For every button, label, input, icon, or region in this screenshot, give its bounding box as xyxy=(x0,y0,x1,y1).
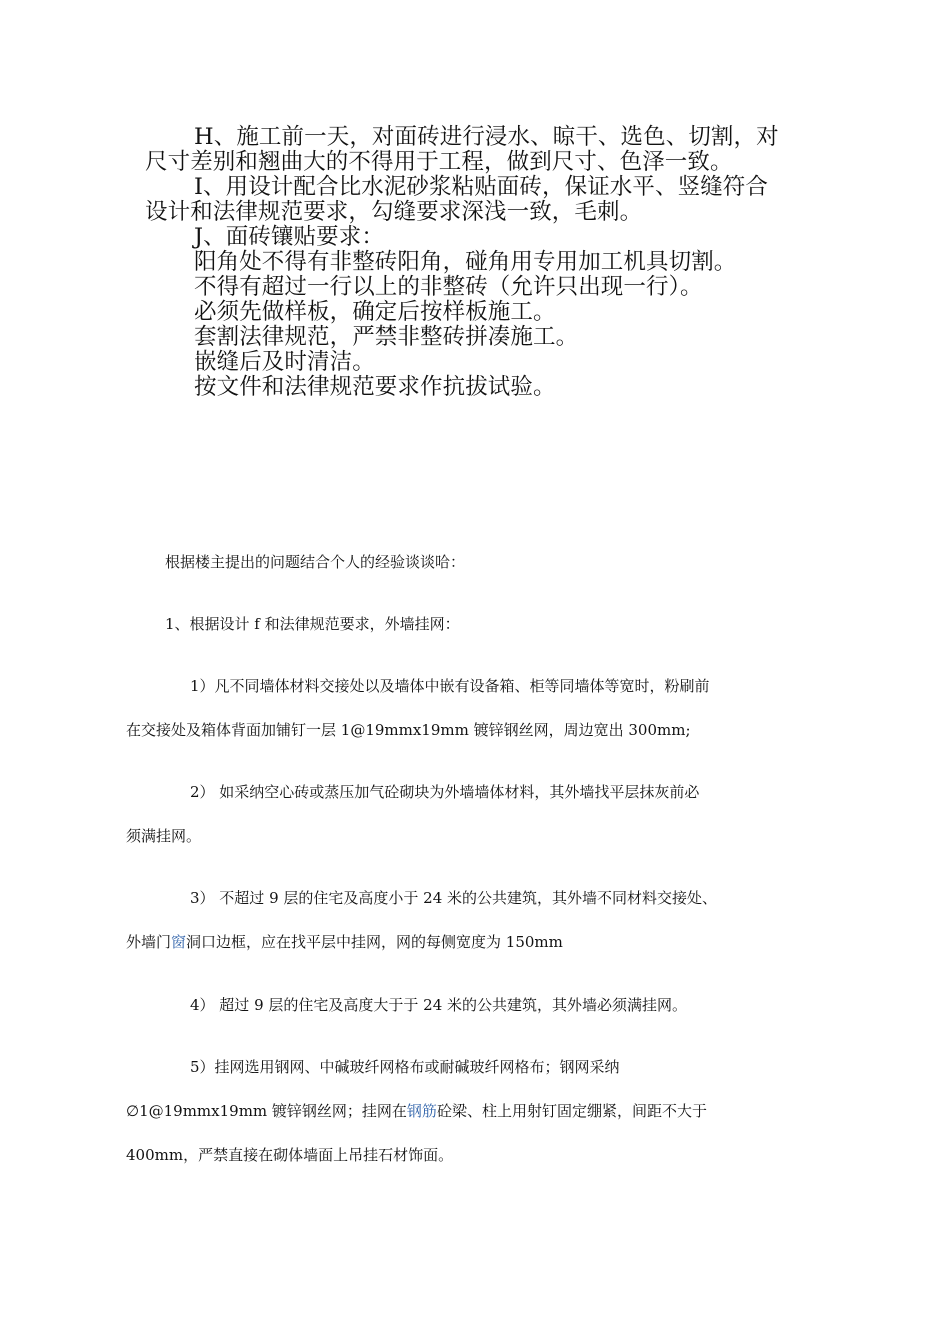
top-line-6: 阳角处不得有非整砖阳角，碰角用专用加工机具切割。 xyxy=(194,249,737,275)
para-5-line-2 xyxy=(126,1101,707,1121)
top-line-1: H、施工前一天，对面砖进行浸水、晾干、选色、切割，对 xyxy=(194,124,779,150)
para-2-line-2: 须满挂网。 xyxy=(126,827,202,845)
para-3-line-2-end: 洞口边框，应在找平层中挂网，网的每侧宽度为 150mm xyxy=(186,933,563,951)
top-line-11: 按文件和法律规范要求作抗拔试验。 xyxy=(194,374,556,400)
para-1-line-1: 1）凡不同墙体材料交接处以及墙体中嵌有设备箱、柜等同墙体等宽时，粉刷前 xyxy=(190,677,710,695)
top-line-3: I、用设计配合比水泥砂浆粘贴面砖，保证水平、竖缝符合 xyxy=(194,174,768,200)
para-3-line-1: 3） 不超过 9 层的住宅及高度小于 24 米的公共建筑，其外墙不同材料交接处、 xyxy=(190,889,718,907)
para-2-line-1: 2） 如采纳空心砖或蒸压加气砼砌块为外墙墙体材料，其外墙找平层抹灰前必 xyxy=(190,783,700,801)
para-5-line-3: 400mm，严禁直接在砌体墙面上吊挂石材饰面。 xyxy=(126,1146,454,1164)
rebar-link[interactable]: 钢筋 xyxy=(406,1102,437,1120)
para-3-line-2 xyxy=(126,932,563,952)
para-5-line-1: 5）挂网选用钢网、中碱玻纤网格布或耐碱玻纤网格布；钢网采纳 xyxy=(190,1058,620,1076)
top-line-8: 必须先做样板，确定后按样板施工。 xyxy=(194,299,556,325)
top-line-9: 套割法律规范，严禁非整砖拼凑施工。 xyxy=(194,324,579,350)
para-1-line-2: 在交接处及箱体背面加铺钉一层 1@19mmx19mm 镀锌钢丝网，周边宽出 300mm; xyxy=(126,721,691,739)
intro-text: 根据楼主提出的问题结合个人的经验谈谈哈： xyxy=(165,553,466,571)
para-5-line-2-start: ∅1@19mmx19mm 镀锌钢丝网；挂网在 xyxy=(126,1102,407,1120)
para-3-line-2-start: 外墙门 xyxy=(126,933,172,951)
top-line-10: 嵌缝后及时清洁。 xyxy=(194,349,375,375)
top-line-5: J、面砖镶贴要求： xyxy=(194,224,384,250)
top-line-4: 设计和法律规范要求，勾缝要求深浅一致，毛刺。 xyxy=(145,199,643,225)
para-4-line-1: 4） 超过 9 层的住宅及高度大于于 24 米的公共建筑，其外墙必须满挂网。 xyxy=(190,996,688,1014)
top-line-2: 尺寸差别和翘曲大的不得用于工程，做到尺寸、色泽一致。 xyxy=(145,149,733,175)
para-5-line-2-end: 砼梁、柱上用射钉固定绷紧，间距不大于 xyxy=(436,1102,707,1120)
item-1-heading: 1、根据设计 f 和法律规范要求，外墙挂网： xyxy=(165,615,460,633)
window-link[interactable]: 窗 xyxy=(171,933,187,951)
top-line-7: 不得有超过一行以上的非整砖（允许只出现一行）。 xyxy=(194,274,703,300)
